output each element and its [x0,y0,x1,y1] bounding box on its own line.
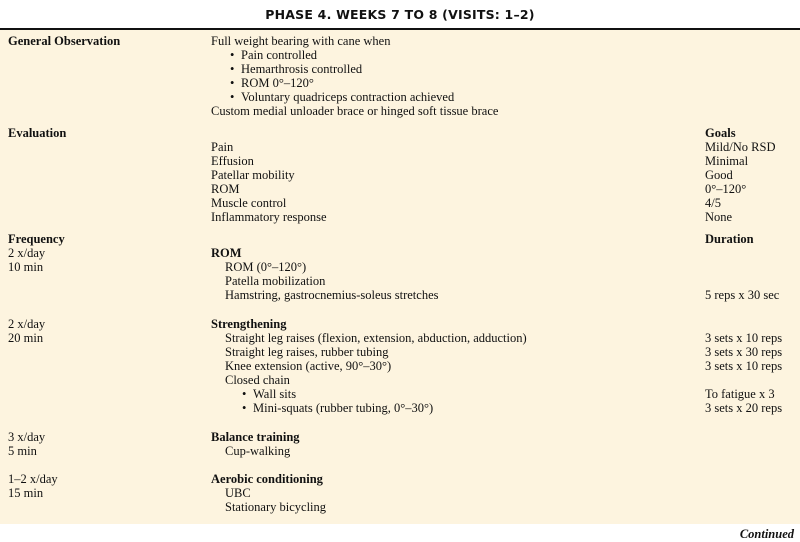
strengthening-frequency: 2 x/day [8,317,46,331]
strengthening-duration: 3 sets x 10 reps [705,359,783,373]
strengthening-duration: 3 sets x 10 reps [705,331,783,345]
aerobic-item: Stationary bicycling [225,500,327,514]
bullet-icon: • [230,48,235,62]
balance-time: 5 min [8,444,37,458]
aerobic-frequency: 1–2 x/day [8,472,58,486]
aerobic-item: UBC [225,486,251,500]
bullet-icon: • [242,401,247,415]
evaluation-item: Inflammatory response [211,210,327,224]
strengthening-item: Knee extension (active, 90°–30°) [225,359,392,373]
frequency-label: Frequency [8,232,65,246]
strengthening-heading: Strengthening [211,317,287,331]
rom-heading: ROM [211,246,242,260]
duration-header: Duration [705,232,754,246]
rom-item: Hamstring, gastrocnemius-soleus stretches [225,288,439,302]
evaluation-goal: Minimal [705,154,749,168]
evaluation-goal: Mild/No RSD [705,140,776,154]
evaluation-item: Effusion [211,154,254,168]
general-brace: Custom medial unloader brace or hinged soft tissue brace [211,104,499,118]
rom-time: 10 min [8,260,44,274]
evaluation-goal: None [705,210,733,224]
general-bullet: ROM 0°–120° [241,76,314,90]
closed-chain-item: Mini-squats (rubber tubing, 0°–30°) [253,401,434,415]
bullet-icon: • [230,62,235,76]
balance-frequency: 3 x/day [8,430,46,444]
rom-item: ROM (0°–120°) [225,260,307,274]
evaluation-item: Muscle control [211,196,287,210]
evaluation-label: Evaluation [8,126,67,140]
page-title: PHASE 4. WEEKS 7 TO 8 (VISITS: 1–2) [265,6,535,22]
closed-chain-item: Wall sits [253,387,297,401]
evaluation-item: Patellar mobility [211,168,295,182]
title-bar [0,0,800,30]
general-bullet: Voluntary quadriceps contraction achieved [241,90,455,104]
strengthening-time: 20 min [8,331,44,345]
aerobic-heading: Aerobic conditioning [211,472,323,486]
strengthening-duration: 3 sets x 30 reps [705,345,783,359]
rom-item: Patella mobilization [225,274,326,288]
evaluation-goal: Good [705,168,733,182]
evaluation-goal: 0°–120° [705,182,747,196]
closed-chain-duration: 3 sets x 20 reps [705,401,783,415]
rom-duration: 5 reps x 30 sec [705,288,780,302]
balance-heading: Balance training [211,430,300,444]
evaluation-item: Pain [211,140,234,154]
general-intro: Full weight bearing with cane when [211,34,391,48]
goals-header: Goals [705,126,736,140]
evaluation-item: ROM [211,182,240,196]
general-bullet: Pain controlled [241,48,318,62]
aerobic-time: 15 min [8,486,44,500]
closed-chain-duration: To fatigue x 3 [705,387,775,401]
rom-frequency: 2 x/day [8,246,46,260]
continued-label: Continued [739,527,794,541]
bullet-icon: • [230,90,235,104]
balance-item: Cup-walking [225,444,291,458]
bullet-icon: • [230,76,235,90]
closed-chain-label: Closed chain [225,373,290,387]
strengthening-item: Straight leg raises, rubber tubing [225,345,389,359]
general-label: General Observation [8,34,121,48]
general-bullet: Hemarthrosis controlled [241,62,363,76]
bullet-icon: • [242,387,247,401]
evaluation-goal: 4/5 [705,196,721,210]
strengthening-item: Straight leg raises (flexion, extension, abduction, adduction) [225,331,527,345]
